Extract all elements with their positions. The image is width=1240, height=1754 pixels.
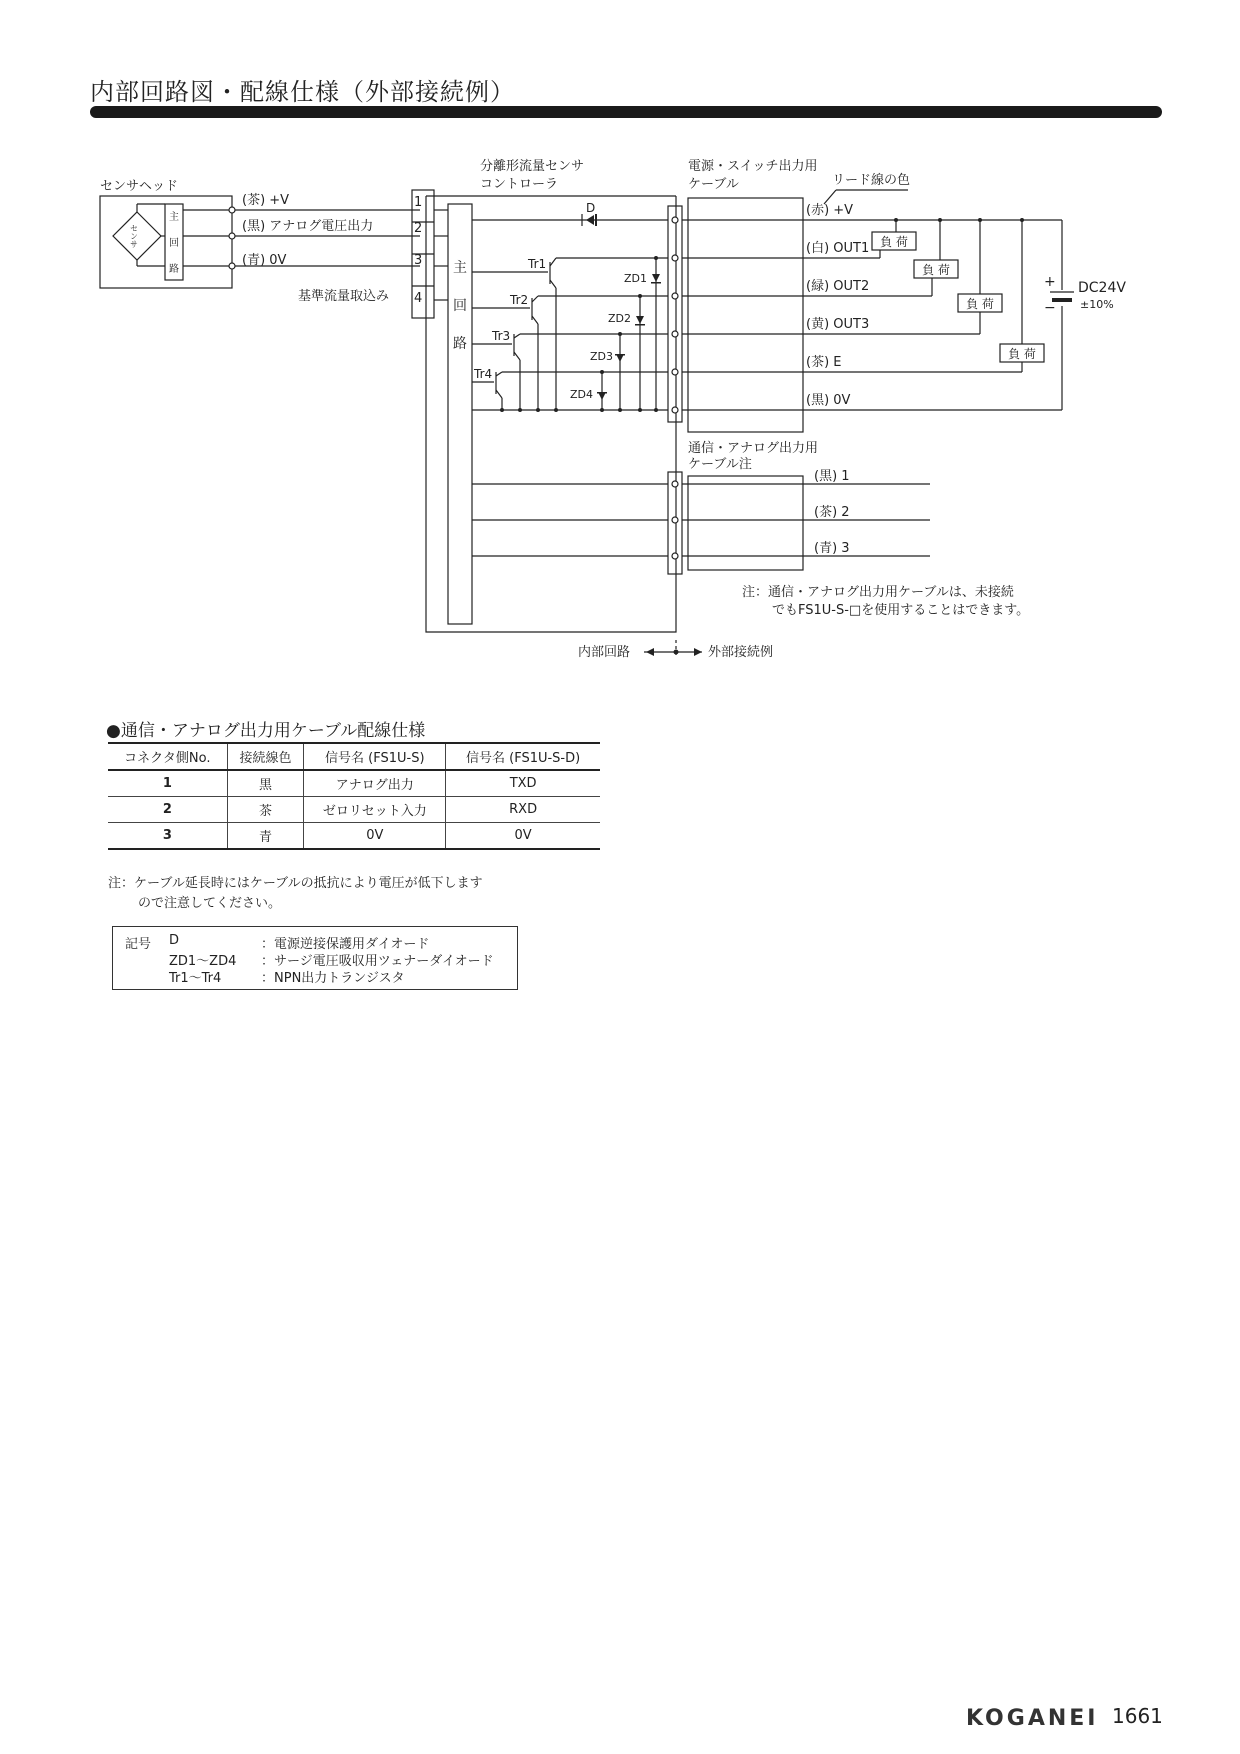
legend-description: ：NPN出力トランジスタ	[261, 971, 405, 986]
comm-wire-label: (茶) 2	[814, 505, 850, 520]
power-wire-label: (黒) 0V	[806, 393, 851, 408]
pin-number: 3	[414, 253, 423, 268]
note-line: ので注意してください。	[138, 896, 282, 911]
table-cell: 2	[108, 797, 227, 823]
zener-label: ZD2	[608, 312, 632, 325]
power-wire-label: (黄) OUT3	[806, 317, 870, 332]
lead-color-label: リード線の色	[832, 173, 911, 188]
table-header-row	[108, 743, 600, 770]
sensor-main-circuit-char: 路	[169, 264, 179, 275]
load-label: 負 荷	[1008, 347, 1036, 361]
main-circuit-char: 回	[453, 298, 467, 314]
power-wire-label: (緑) OUT2	[806, 279, 870, 294]
pin-number: 2	[414, 221, 423, 236]
load-label: 負 荷	[880, 235, 908, 249]
transistor-label: Tr1	[528, 257, 547, 271]
table-cell: 青	[227, 823, 304, 850]
page-title: 内部回路図・配線仕様（外部接続例）	[90, 78, 515, 106]
legend-symbol: ZD1〜ZD4	[169, 954, 237, 969]
external-connection-label: 外部接続例	[708, 645, 774, 660]
symbol-legend	[112, 926, 518, 990]
column-header: コネクタ側No.	[108, 743, 227, 770]
comm-cable-title: 通信・アナログ出力用	[688, 441, 819, 456]
cable-extension-note	[108, 874, 483, 914]
sensor-main-circuit-char: 主	[169, 212, 179, 223]
main-circuit-char: 路	[453, 336, 467, 352]
zener-label: ZD4	[570, 388, 594, 401]
supply-minus: −	[1044, 300, 1056, 316]
controller-title: 分離形流量センサ	[480, 159, 585, 174]
column-header: 信号名 (FS1U-S)	[304, 743, 446, 770]
table-cell: ゼロリセット入力	[304, 797, 446, 823]
pin-number: 1	[414, 195, 423, 210]
transistor-label: Tr3	[492, 329, 511, 343]
diagram-note: 注：通信・アナログ出力用ケーブルは、未接続	[742, 585, 1014, 600]
power-cable-title: 電源・スイッチ出力用	[688, 159, 818, 174]
table-cell: TXD	[446, 770, 600, 797]
supply-plus: +	[1044, 274, 1056, 290]
brand-logo: KOGANEI	[966, 1706, 1099, 1731]
load-label: 負 荷	[966, 297, 994, 311]
diagram-note: でもFS1U-S-□を使用することはできます。	[772, 603, 1030, 618]
main-circuit-char: 主	[453, 260, 467, 276]
page-number: 1661	[1112, 1704, 1163, 1728]
internal-circuit-label: 内部回路	[578, 645, 631, 660]
sensor-wire-label: (黒) アナログ電圧出力	[242, 219, 374, 234]
note-line: 注：ケーブル延長時にはケーブルの抵抗により電圧が低下します	[108, 876, 483, 891]
table-cell: 3	[108, 823, 227, 850]
comm-wire-label: (黒) 1	[814, 469, 850, 484]
zener-label: ZD3	[590, 350, 614, 363]
power-wire-label: (赤) +V	[806, 203, 854, 218]
cable-spec-table	[108, 742, 600, 850]
legend-symbol: Tr1〜Tr4	[169, 971, 222, 986]
power-wire-label: (茶) E	[806, 355, 842, 370]
legend-description: ：サージ電圧吸収用ツェナーダイオード	[261, 954, 494, 969]
power-wire-label: (白) OUT1	[806, 241, 870, 256]
table-cell: 1	[108, 770, 227, 797]
legend-description: ：電源逆接保護用ダイオード	[261, 937, 430, 952]
internal-circuit-diagram	[0, 0, 1240, 680]
sensor-main-circuit-char: 回	[169, 238, 179, 249]
table-row	[108, 797, 600, 823]
zener-label: ZD1	[624, 272, 648, 285]
comm-cable-title: ケーブル注	[688, 457, 752, 472]
column-header: 信号名 (FS1U-S-D)	[446, 743, 600, 770]
supply-tolerance: ±10%	[1080, 298, 1114, 311]
sensor-element-label: センサ	[129, 224, 139, 248]
sensor-wire-label: (青) 0V	[242, 253, 287, 268]
load-label: 負 荷	[922, 263, 950, 277]
cable-spec-title: ●通信・アナログ出力用ケーブル配線仕様	[106, 721, 426, 741]
diode-label: D	[586, 201, 596, 215]
transistor-label: Tr4	[474, 367, 493, 381]
table-row	[108, 770, 600, 797]
table-cell: 0V	[304, 823, 446, 850]
table-cell: RXD	[446, 797, 600, 823]
power-cable-title: ケーブル	[688, 177, 739, 192]
legend-heading: 記号	[125, 937, 152, 952]
table-row	[108, 823, 600, 850]
column-header: 接続線色	[227, 743, 304, 770]
controller-title: コントローラ	[480, 177, 559, 192]
table-cell: 茶	[227, 797, 304, 823]
table-cell: 0V	[446, 823, 600, 850]
table-cell: 黒	[227, 770, 304, 797]
sensor-head-label: センサヘッド	[100, 179, 179, 194]
sensor-wire-label: (茶) +V	[242, 193, 290, 208]
transistor-label: Tr2	[510, 293, 529, 307]
supply-voltage: DC24V	[1078, 280, 1126, 296]
legend-symbol: D	[169, 933, 180, 948]
table-cell: アナログ出力	[304, 770, 446, 797]
comm-wire-label: (青) 3	[814, 541, 850, 556]
reference-input-label: 基準流量取込み	[298, 289, 390, 304]
pin-number: 4	[414, 291, 423, 306]
